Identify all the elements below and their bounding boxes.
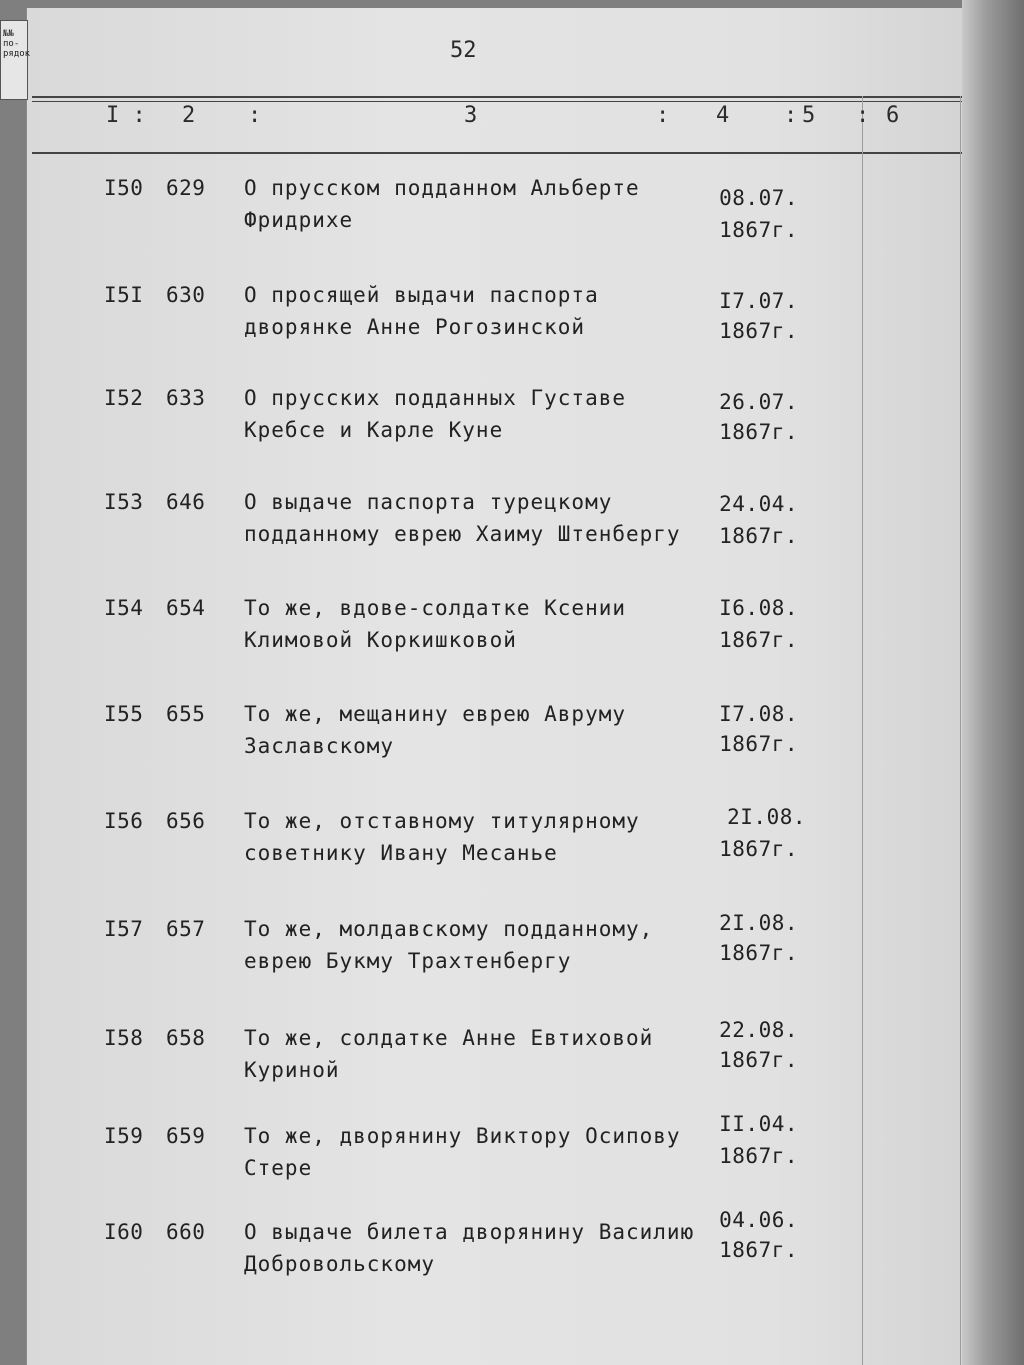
- table-row: [0, 698, 1024, 798]
- date-day-month: I7.07.: [719, 289, 798, 313]
- header-separator: :: [784, 103, 798, 128]
- document-number: 629: [166, 176, 206, 200]
- document-number: 654: [166, 596, 206, 620]
- date-day-month: 24.04.: [719, 492, 798, 516]
- header-col-4: 4: [716, 103, 730, 128]
- case-title: То же, вдове-солдатке Ксении Климовой Коркишковой: [244, 596, 627, 652]
- date-year: 1867г.: [719, 1144, 798, 1168]
- header-col-5: 5: [802, 103, 816, 128]
- date-day-month: 2I.08.: [727, 805, 806, 829]
- date-year: 1867г.: [719, 732, 798, 756]
- case-title: То же, мещанину еврею Авруму Заславскому: [244, 702, 627, 758]
- row-number: I57: [104, 917, 144, 941]
- header-separator: :: [656, 103, 670, 128]
- header-separator: :: [856, 103, 870, 128]
- date-year: 1867г.: [719, 319, 798, 343]
- table-row: [0, 1208, 1024, 1316]
- table-row: [0, 1018, 1024, 1122]
- date-year: 1867г.: [719, 941, 798, 965]
- row-number: I55: [104, 702, 144, 726]
- document-number: 633: [166, 386, 206, 410]
- case-title: То же, солдатке Анне Евтиховой Куриной: [244, 1026, 654, 1082]
- date-day-month: 22.08.: [719, 1018, 798, 1042]
- date-day-month: I6.08.: [719, 596, 798, 620]
- date-year: 1867г.: [719, 837, 798, 861]
- document-number: 646: [166, 490, 206, 514]
- case-title: О выдаче паспорта турецкому подданному еврею Хаиму Штенбергу: [244, 490, 681, 546]
- date-year: 1867г.: [719, 628, 798, 652]
- header-rule-top-thin: [32, 101, 962, 102]
- date-year: 1867г.: [719, 1048, 798, 1072]
- header-rule-top: [32, 96, 962, 98]
- date-year: 1867г.: [719, 420, 798, 444]
- table-row: [0, 382, 1024, 482]
- case-title: О выдаче билета дворянину Василию Добровольскому: [244, 1220, 695, 1276]
- header-col-6: 6: [886, 103, 900, 128]
- date-day-month: 26.07.: [719, 390, 798, 414]
- date-year: 1867г.: [719, 218, 798, 242]
- header-rule-bottom: [32, 152, 962, 154]
- table-row: [0, 1112, 1024, 1220]
- header-col-3: 3: [464, 103, 478, 128]
- document-number: 660: [166, 1220, 206, 1244]
- date-day-month: 04.06.: [719, 1208, 798, 1232]
- date-year: 1867г.: [719, 1238, 798, 1262]
- header-separator: :: [248, 103, 262, 128]
- document-number: 657: [166, 917, 206, 941]
- row-number: I50: [104, 176, 144, 200]
- row-number: I5I: [104, 283, 144, 307]
- table-row: [0, 486, 1024, 586]
- row-number: I59: [104, 1124, 144, 1148]
- case-title: То же, дворянину Виктору Осипову Стере: [244, 1124, 681, 1180]
- date-day-month: 2I.08.: [719, 911, 798, 935]
- date-year: 1867г.: [719, 524, 798, 548]
- row-number: I60: [104, 1220, 144, 1244]
- table-row: [0, 913, 1024, 1013]
- table-row: [0, 805, 1024, 905]
- row-number: I53: [104, 490, 144, 514]
- row-number: I54: [104, 596, 144, 620]
- case-title: О просящей выдачи паспорта дворянке Анне Рогозинской: [244, 283, 599, 339]
- header-col-2: 2: [182, 103, 196, 128]
- table-row: [0, 592, 1024, 692]
- row-number: I56: [104, 809, 144, 833]
- date-day-month: 08.07.: [719, 186, 798, 210]
- case-title: О прусских подданных Густаве Кребсе и Карле Куне: [244, 386, 627, 442]
- adjacent-page-tab: №№ по- рядок: [0, 20, 28, 100]
- document-number: 658: [166, 1026, 206, 1050]
- table-row: [0, 279, 1024, 379]
- date-day-month: II.04.: [719, 1112, 798, 1136]
- date-day-month: I7.08.: [719, 702, 798, 726]
- page-number: 52: [450, 38, 477, 63]
- case-title: То же, отставному титулярному советнику Ивану Месанье: [244, 809, 640, 865]
- document-number: 630: [166, 283, 206, 307]
- case-title: О прусском подданном Альберте Фридрихе: [244, 176, 640, 232]
- row-number: I52: [104, 386, 144, 410]
- document-number: 655: [166, 702, 206, 726]
- table-row: [0, 172, 1024, 272]
- case-title: То же, молдавскому подданному, еврею Букму Трахтенбергу: [244, 917, 654, 973]
- header-col-1: I :: [106, 103, 146, 128]
- document-number: 656: [166, 809, 206, 833]
- row-number: I58: [104, 1026, 144, 1050]
- document-number: 659: [166, 1124, 206, 1148]
